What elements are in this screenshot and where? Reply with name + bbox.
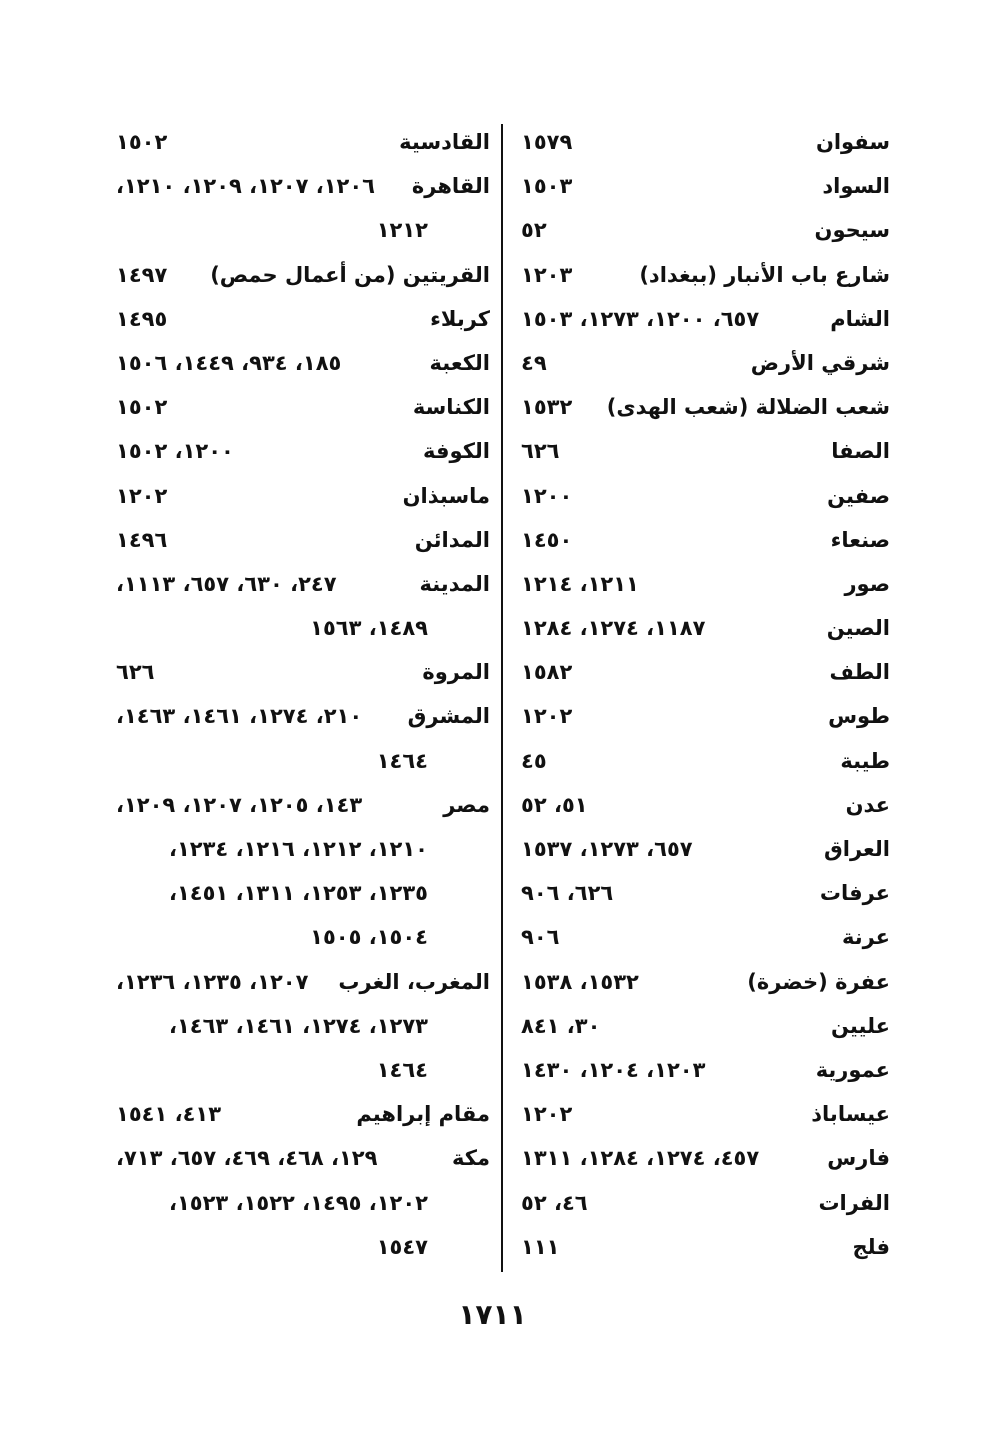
index-entry — [110, 650, 490, 694]
entry-pages: ٦٢٦ — [521, 439, 560, 464]
index-entry — [110, 694, 490, 738]
index-entry — [110, 739, 490, 783]
entry-pages: ١٤٩٦ — [116, 527, 168, 552]
entry-pages: ٤٩ — [521, 350, 547, 375]
index-entry — [110, 518, 490, 562]
entry-pages: ١٢٠٢ — [116, 483, 168, 508]
entry-pages: ١١٨٧، ١٢٧٤، ١٢٨٤ — [521, 616, 706, 641]
entry-name: ماسبذان — [402, 483, 490, 508]
column-divider — [501, 124, 503, 1272]
entry-name: مكة — [452, 1146, 490, 1171]
entry-name: عمورية — [815, 1057, 890, 1082]
entry-pages: ١٥٠٣ — [521, 174, 573, 199]
entry-name: المروة — [422, 660, 490, 685]
entry-name: طيبة — [840, 748, 890, 773]
entry-pages: ١٢٠٠ — [521, 483, 573, 508]
index-entry — [110, 1181, 490, 1225]
entry-pages: ١٢٠٢ — [521, 704, 573, 729]
entry-name: المدائن — [414, 527, 490, 552]
index-entry — [110, 474, 490, 518]
index-entry — [515, 297, 890, 341]
index-entry — [515, 915, 890, 959]
entry-name: مصر — [443, 792, 490, 817]
index-entry — [515, 518, 890, 562]
index-entry — [515, 871, 890, 915]
entry-pages: ١٥٠٢ — [116, 395, 168, 420]
entry-pages: ١٢١١، ١٢١٤ — [521, 571, 639, 596]
index-entry — [515, 1092, 890, 1136]
entry-name: عفرة (خضرة) — [747, 969, 890, 994]
entry-pages: ٢١٠، ١٢٧٤، ١٤٦١، ١٤٦٣، — [116, 704, 363, 729]
entry-name: شعب الضلالة (شعب الهدى) — [606, 395, 890, 420]
entry-name: صفين — [827, 483, 890, 508]
entry-pages: ١٢٠٦، ١٢٠٧، ١٢٠٩، ١٢١٠، — [116, 174, 375, 199]
index-entry — [110, 341, 490, 385]
entry-pages: ٤٥٧، ١٢٧٤، ١٢٨٤، ١٣١١ — [521, 1146, 760, 1171]
entry-pages: ١٢٠٣، ١٢٠٤، ١٤٣٠ — [521, 1057, 706, 1082]
entry-pages: ٤٦، ٥٢ — [521, 1190, 588, 1215]
index-entry — [515, 341, 890, 385]
entry-pages: ١٥٧٩ — [521, 130, 573, 154]
entry-pages: ١٤٩٥ — [116, 306, 168, 331]
entry-name: المغرب، الغرب — [338, 969, 490, 994]
entry-name: المدينة — [419, 571, 490, 596]
entry-pages: ٦٢٦ — [116, 660, 155, 685]
entry-name: الفرات — [818, 1190, 890, 1215]
index-entry — [110, 385, 490, 429]
entry-pages-continuation: ١٥٤٧ — [376, 1234, 428, 1259]
entry-pages: ٦٢٦، ٩٠٦ — [521, 881, 614, 906]
index-entry — [110, 1136, 490, 1180]
entry-pages: ١١١ — [521, 1234, 560, 1259]
index-entry — [515, 562, 890, 606]
index-entry — [110, 429, 490, 473]
entry-name: الكوفة — [423, 439, 490, 464]
entry-pages-continuation: ١٢٣٥، ١٢٥٣، ١٣١١، ١٤٥١، — [169, 881, 428, 906]
entry-pages: ٢٤٧، ٦٣٠، ٦٥٧، ١١١٣، — [116, 571, 337, 596]
index-entry — [515, 1225, 890, 1269]
entry-pages-continuation: ١٢٧٣، ١٢٧٤، ١٤٦١، ١٤٦٣، — [169, 1013, 428, 1038]
entry-pages: ٥١، ٥٢ — [521, 792, 588, 817]
entry-pages-continuation: ١٤٦٤ — [376, 1057, 428, 1082]
index-entry — [110, 1092, 490, 1136]
index-entry — [515, 650, 890, 694]
entry-name: عليين — [831, 1013, 890, 1038]
index-entry — [515, 1136, 890, 1180]
entry-pages: ٩٠٦ — [521, 925, 560, 950]
entry-name: عرنة — [841, 925, 890, 950]
index-entry — [110, 120, 490, 164]
entry-pages: ١٢٠٣ — [521, 262, 573, 287]
entry-pages: ١٥٨٢ — [521, 660, 573, 685]
index-entry — [515, 1004, 890, 1048]
index-entry — [515, 474, 890, 518]
index-entry — [515, 1181, 890, 1225]
entry-name: القاهرة — [411, 174, 490, 199]
entry-name: صور — [844, 571, 890, 596]
entry-pages: ٦٥٧، ١٢٠٠، ١٢٧٣، ١٥٠٣ — [521, 306, 760, 331]
index-entry — [515, 164, 890, 208]
entry-pages: ٤٥ — [521, 748, 547, 773]
entry-name: الكناسة — [412, 395, 490, 420]
index-entry — [515, 783, 890, 827]
entry-name: سيحون — [814, 218, 890, 243]
index-entry — [110, 915, 490, 959]
index-entry — [110, 208, 490, 252]
entry-pages-continuation: ١٢١٢ — [376, 218, 428, 243]
page-number: ١٧١١ — [458, 1298, 527, 1331]
entry-pages: ٦٥٧، ١٢٧٣، ١٥٣٧ — [521, 837, 693, 861]
index-entry — [110, 606, 490, 650]
entry-pages-continuation: ١٥٠٤، ١٥٠٥ — [310, 925, 428, 950]
entry-name: السواد — [822, 174, 890, 199]
index-entry — [110, 164, 490, 208]
entry-pages-continuation: ١٤٦٤ — [376, 748, 428, 773]
entry-name: القريتين (من أعمال حمص) — [210, 262, 490, 287]
entry-name: طوس — [828, 704, 890, 729]
entry-pages: ١٢٩، ٤٦٨، ٤٦٩، ٦٥٧، ٧١٣، — [116, 1146, 378, 1171]
index-entry — [110, 960, 490, 1004]
entry-name: سفوان — [815, 130, 890, 154]
entry-name: عرفات — [819, 881, 890, 906]
index-column-right — [515, 120, 890, 1269]
entry-pages: ١٤٩٧ — [116, 262, 168, 287]
index-entry — [110, 783, 490, 827]
entry-pages: ١٥٣٢، ١٥٣٨ — [521, 969, 639, 994]
index-entry — [515, 385, 890, 429]
entry-name: فلج — [852, 1234, 890, 1259]
entry-pages: ١٢٠٢ — [521, 1102, 573, 1127]
index-entry — [110, 253, 490, 297]
entry-name: شرقي الأرض — [750, 350, 890, 375]
entry-pages-continuation: ١٢١٠، ١٢١٢، ١٢١٦، ١٢٣٤، — [169, 837, 428, 861]
entry-name: شارع باب الأنبار (ببغداد) — [639, 262, 890, 287]
index-entry — [110, 562, 490, 606]
entry-pages: ٥٢ — [521, 218, 547, 243]
entry-name: القادسية — [399, 130, 490, 154]
entry-name: الصفا — [831, 439, 890, 464]
entry-name: الطف — [829, 660, 890, 685]
index-entry — [110, 1004, 490, 1048]
entry-name: عيساباذ — [811, 1102, 890, 1127]
entry-pages: ٣٠، ٨٤١ — [521, 1013, 601, 1038]
index-entry — [515, 208, 890, 252]
index-entry — [515, 960, 890, 1004]
entry-name: العراق — [824, 837, 890, 861]
index-entry — [110, 1225, 490, 1269]
entry-pages: ٤١٣، ١٥٤١ — [116, 1102, 222, 1127]
index-entry — [515, 827, 890, 871]
entry-pages: ١٢٠٠، ١٥٠٢ — [116, 439, 234, 464]
index-entry — [110, 297, 490, 341]
index-entry — [110, 871, 490, 915]
index-entry — [515, 429, 890, 473]
index-entry — [515, 1048, 890, 1092]
index-entry — [515, 253, 890, 297]
entry-name: عدن — [845, 792, 890, 817]
entry-pages: ١٥٠٢ — [116, 130, 168, 154]
entry-pages-continuation: ١٢٠٢، ١٤٩٥، ١٥٢٢، ١٥٢٣، — [169, 1190, 428, 1215]
entry-name: المشرق — [407, 704, 490, 729]
entry-name: الشام — [830, 306, 890, 331]
entry-pages: ١٨٥، ٩٣٤، ١٤٤٩، ١٥٠٦ — [116, 350, 342, 375]
entry-pages: ١٥٣٢ — [521, 395, 573, 420]
entry-name: كربلاء — [430, 306, 490, 331]
entry-pages: ١٢٠٧، ١٢٣٥، ١٢٣٦، — [116, 969, 309, 994]
index-entry — [110, 827, 490, 871]
entry-pages-continuation: ١٤٨٩، ١٥٦٣ — [310, 616, 428, 641]
index-entry — [515, 606, 890, 650]
index-entry — [515, 694, 890, 738]
index-column-left — [110, 120, 490, 1269]
entry-pages: ١٤٥٠ — [521, 527, 573, 552]
entry-name: فارس — [827, 1146, 890, 1171]
entry-name: الكعبة — [429, 350, 490, 375]
entry-pages: ١٤٣، ١٢٠٥، ١٢٠٧، ١٢٠٩، — [116, 792, 363, 817]
index-entry — [515, 739, 890, 783]
entry-name: مقام إبراهيم — [356, 1102, 490, 1127]
entry-name: الصين — [826, 616, 890, 641]
index-entry — [515, 120, 890, 164]
entry-name: صنعاء — [830, 527, 890, 552]
index-entry — [110, 1048, 490, 1092]
